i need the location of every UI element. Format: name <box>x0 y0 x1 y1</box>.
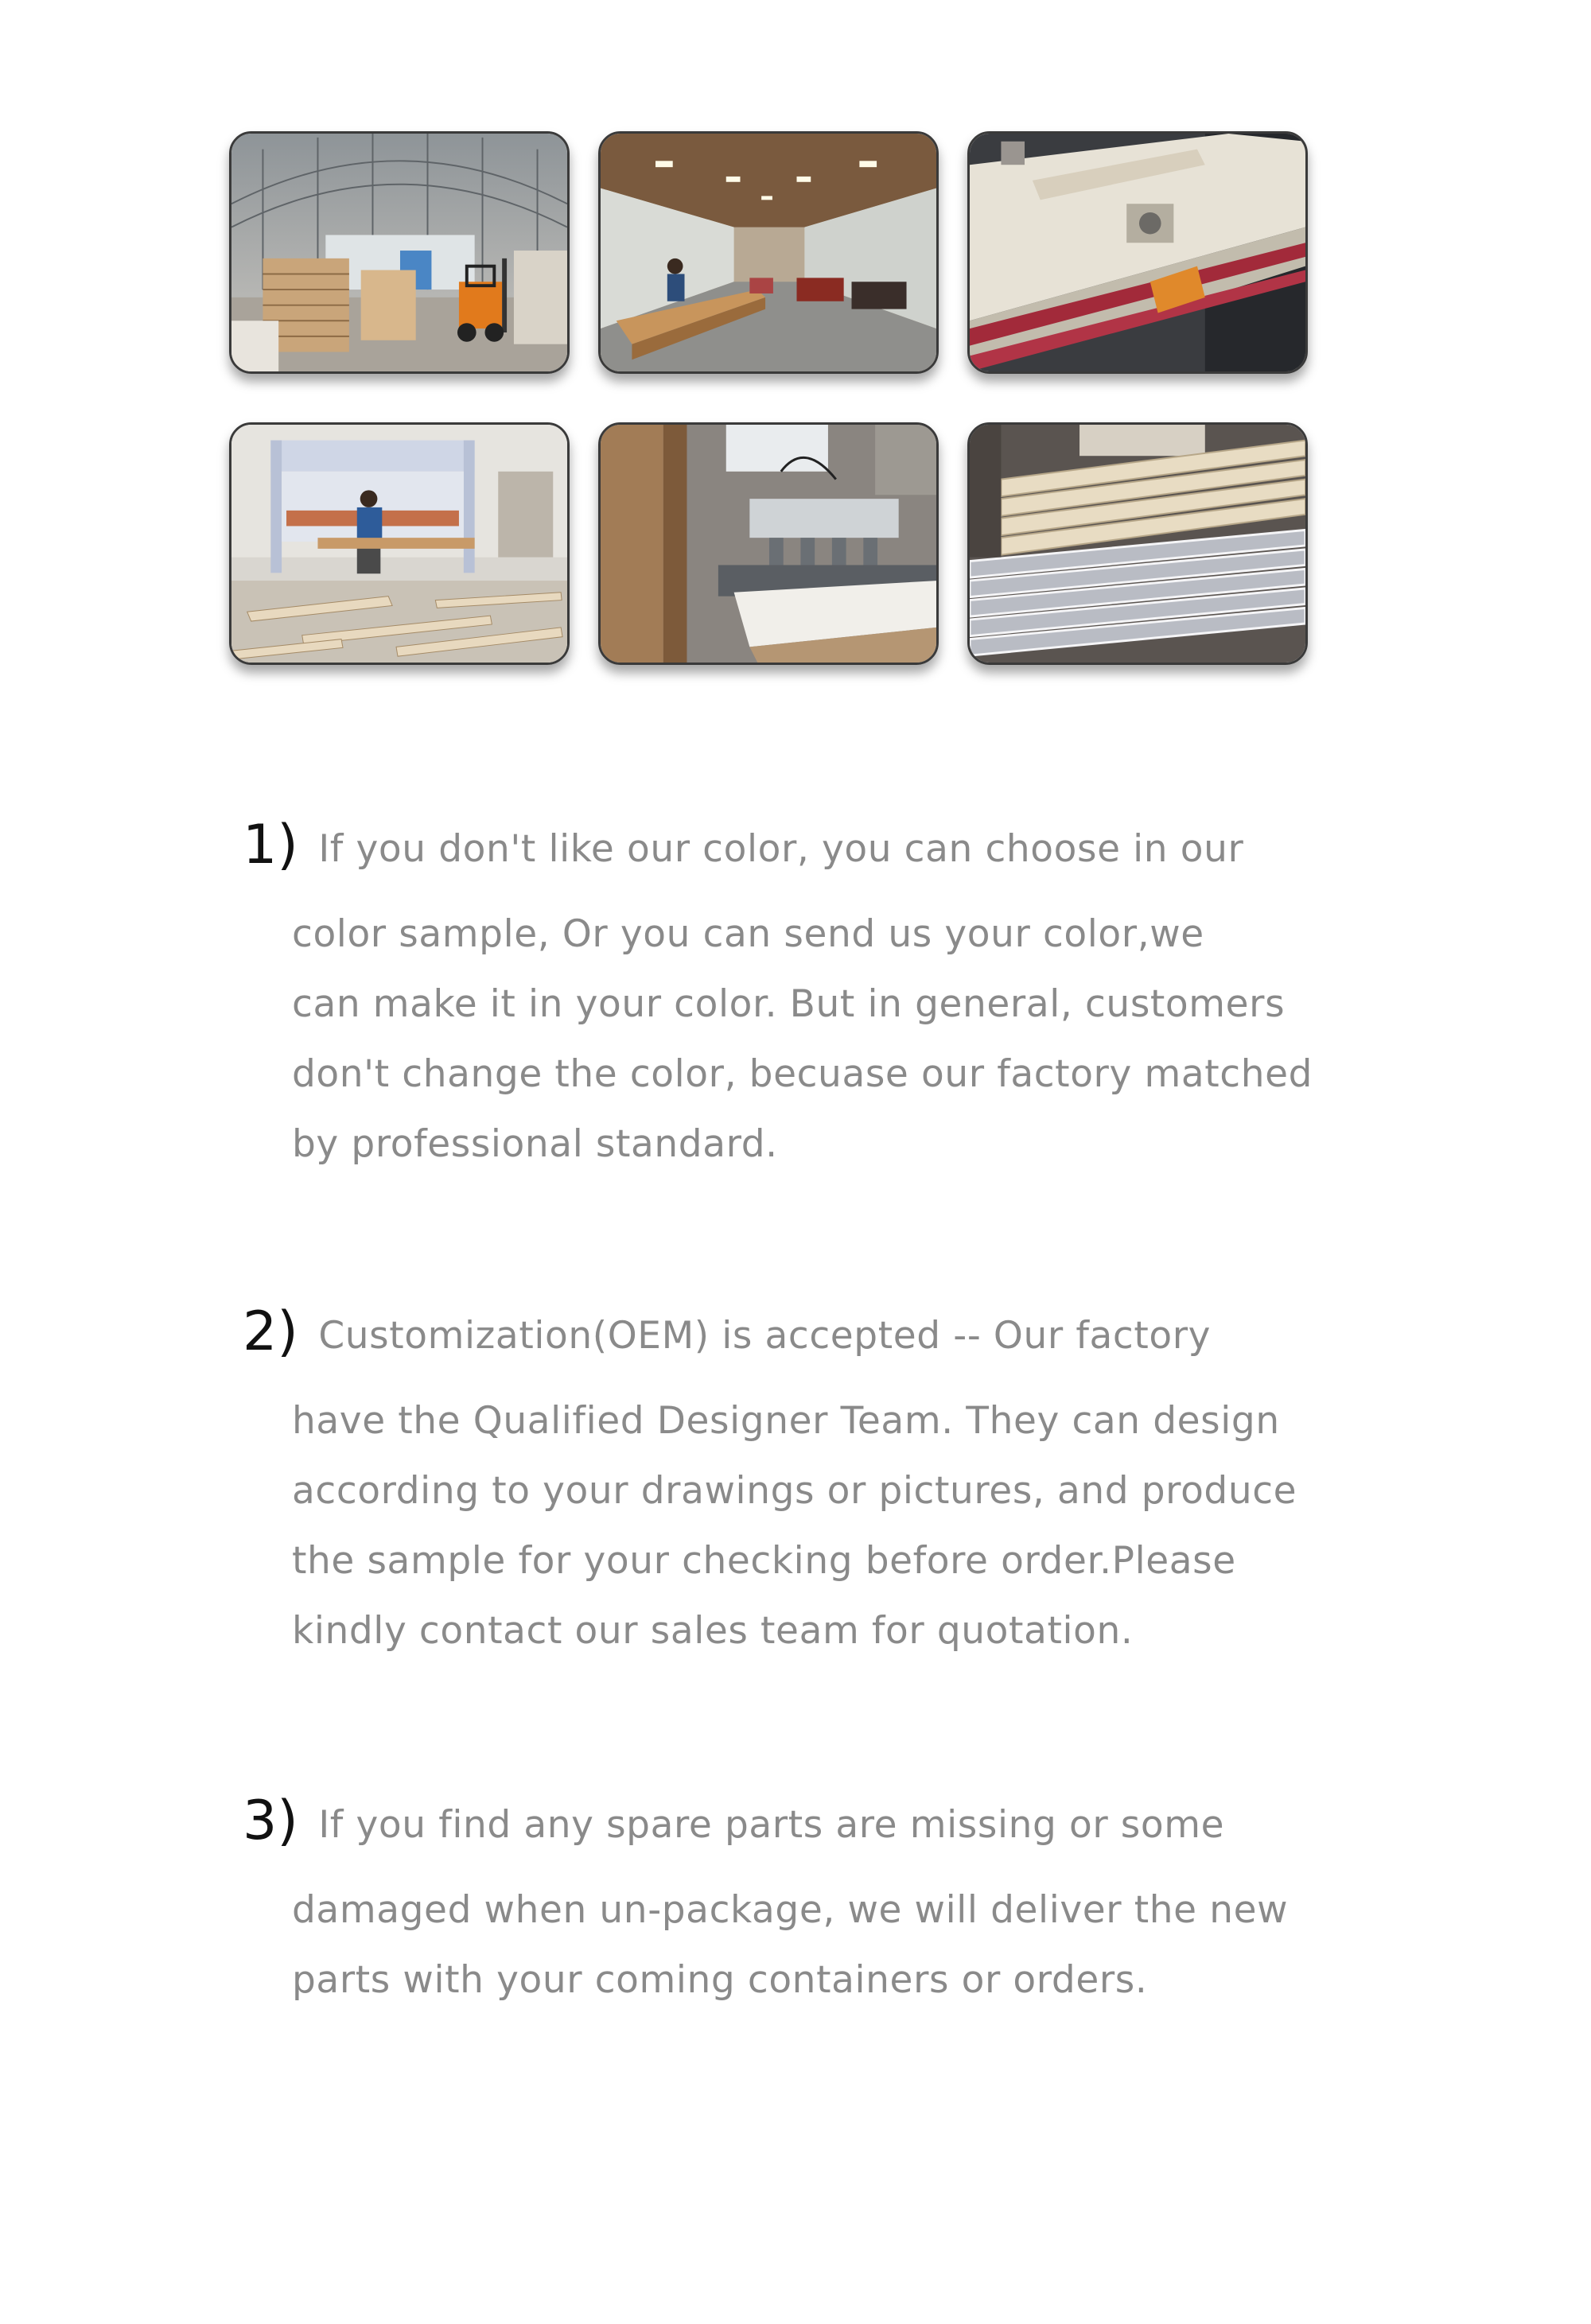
faq-item-color <box>243 814 1356 1179</box>
item-body <box>292 1386 1356 1666</box>
warehouse-photo <box>229 131 570 374</box>
item-line: kindly contact our sales team for quotation. <box>292 1609 1134 1653</box>
item-line: the sample for your checking before order.Please <box>292 1539 1236 1583</box>
item-number: 2) <box>243 1300 298 1363</box>
faq-item-spare-parts <box>243 1790 1356 2015</box>
item-number: 1) <box>243 814 298 876</box>
item-line: color sample, Or you can send us your color,we <box>292 912 1204 956</box>
item-line: according to your drawings or pictures, and produce <box>292 1469 1297 1513</box>
item-first-line <box>243 814 1356 877</box>
item-line: have the Qualified Designer Team. They can design <box>292 1399 1280 1443</box>
item-number: 3) <box>243 1790 298 1852</box>
stacked-panels-photo <box>967 422 1308 665</box>
item-line: damaged when un-package, we will deliver the new <box>292 1888 1289 1932</box>
item-first-line <box>243 1300 1356 1364</box>
item-line: don't change the color, becuase our factory matched <box>292 1052 1313 1096</box>
press-machine-photo <box>229 422 570 665</box>
item-first-line <box>243 1790 1356 1853</box>
item-text: If you find any spare parts are missing or some <box>318 1803 1225 1847</box>
workshop-photo <box>598 131 939 374</box>
edge-banding-machine-photo <box>967 131 1308 374</box>
cnc-machine-photo <box>598 422 939 665</box>
item-body <box>292 900 1356 1179</box>
item-line: by professional standard. <box>292 1122 778 1166</box>
factory-photo-gallery <box>229 131 1313 688</box>
faq-item-customization <box>243 1300 1356 1666</box>
item-line: parts with your coming containers or orders. <box>292 1958 1148 2002</box>
item-text: Customization(OEM) is accepted -- Our factory <box>318 1314 1212 1358</box>
item-text: If you don't like our color, you can choose in our <box>318 827 1244 871</box>
item-line: can make it in your color. But in general, customers <box>292 982 1286 1026</box>
item-body <box>292 1875 1356 2015</box>
